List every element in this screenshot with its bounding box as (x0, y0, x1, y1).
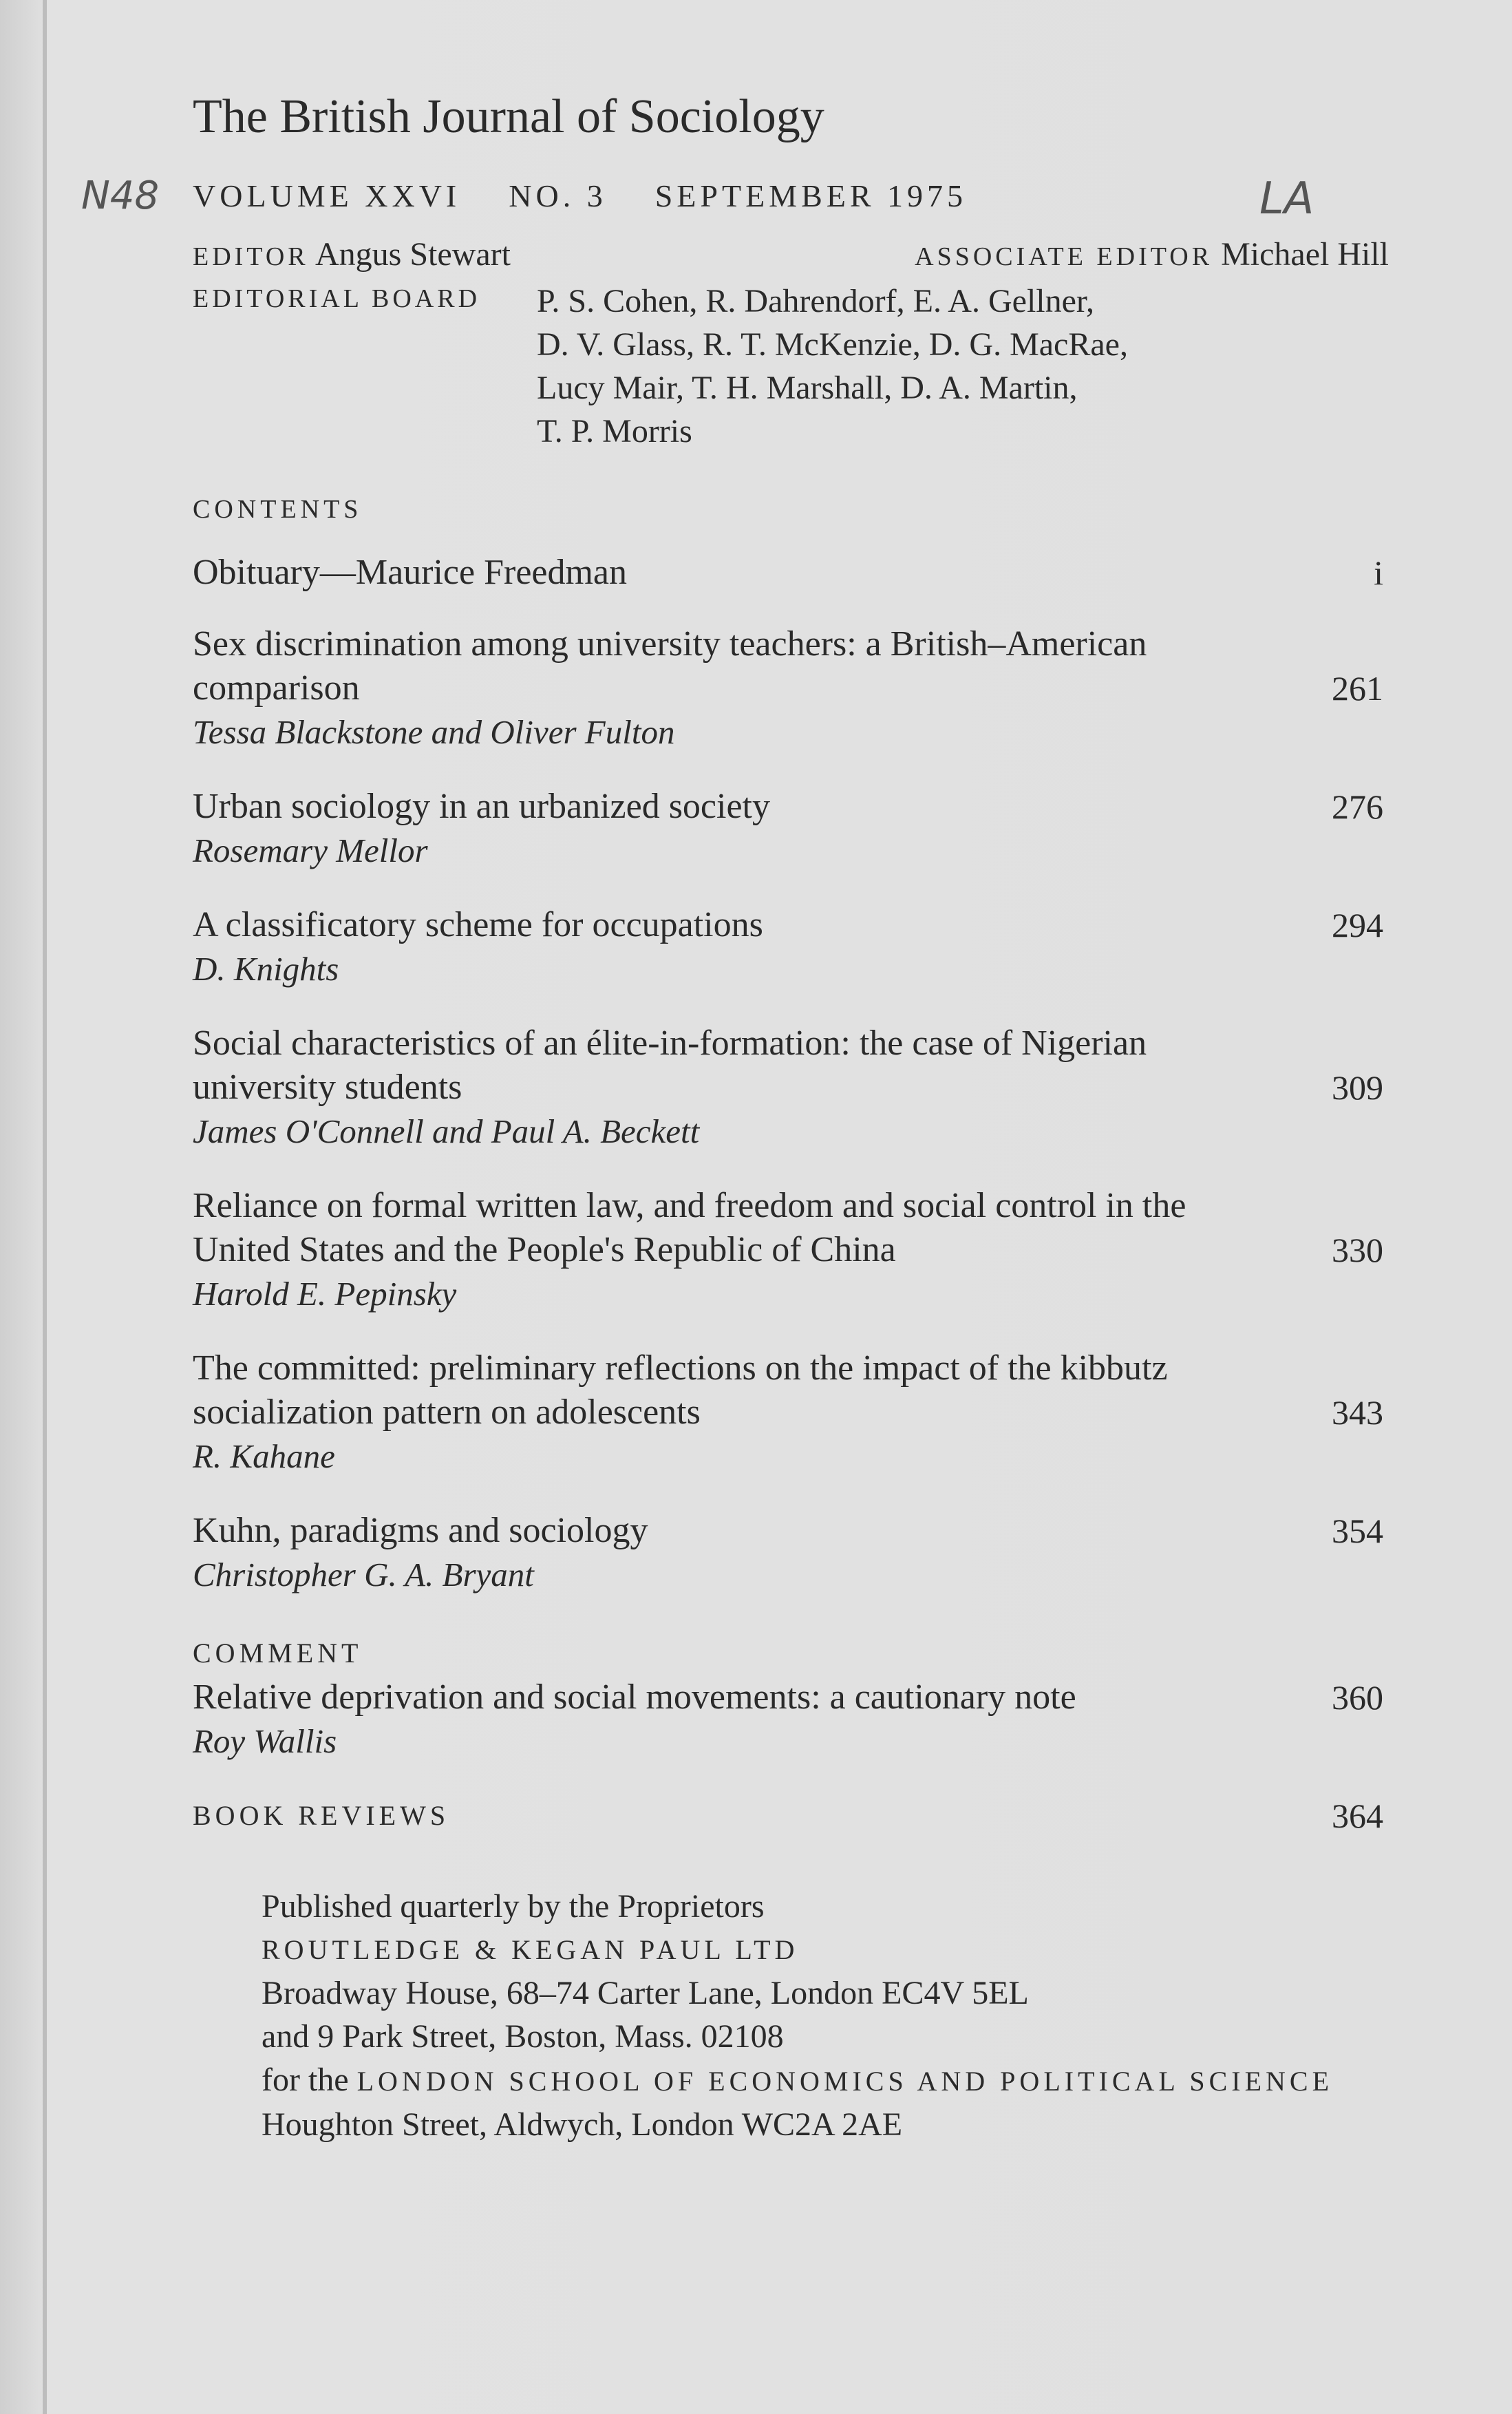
toc-entry-title: Social characteristics of an élite-in-formation: the case of Nigerian university students (193, 1024, 1147, 1107)
issue-line (193, 178, 1015, 214)
toc-entry-title: Reliance on formal written law, and freedom and social control in the United States and the People's Republic of China (193, 1186, 1186, 1269)
editor-name: Angus Stewart (315, 236, 511, 273)
board-line: D. V. Glass, R. T. McKenzie, D. G. MacRae, (537, 326, 1128, 363)
toc-entry (193, 1021, 1383, 1154)
journal-title: The British Journal of Sociology (193, 90, 824, 143)
toc-entry (193, 1184, 1383, 1316)
issue-number: NO. 3 (509, 178, 607, 213)
institution-address: Houghton Street, Aldwych, London WC2A 2AE (262, 2106, 903, 2143)
board-line: P. S. Cohen, R. Dahrendorf, E. A. Gellner, (537, 283, 1094, 319)
publisher-for-line (262, 2058, 1431, 2103)
toc-entry-author: Harold E. Pepinsky (193, 1275, 457, 1313)
volume-label: VOLUME XXVI (193, 178, 461, 213)
associate-editor-label: ASSOCIATE EDITOR (915, 242, 1213, 271)
toc-entry (193, 551, 1383, 595)
toc-entry-title: Sex discrimination among university teachers: a British–American comparison (193, 624, 1147, 708)
board-line: T. P. Morris (537, 413, 692, 449)
toc-entry-title: Urban sociology in an urbanized society (193, 787, 770, 826)
publisher-block (262, 1885, 1431, 2146)
comment-section-label: COMMENT (193, 1638, 363, 1669)
toc-entry (193, 622, 1383, 754)
toc-entry-author: R. Kahane (193, 1437, 335, 1475)
toc-entry-author: James O'Connell and Paul A. Beckett (193, 1112, 700, 1150)
book-reviews-page: 364 (1332, 1797, 1383, 1835)
toc-entry-page: i (1374, 553, 1383, 592)
toc-entry (193, 903, 1383, 991)
book-reviews-label: BOOK REVIEWS (193, 1800, 450, 1831)
toc-entry-title: Kuhn, paradigms and sociology (193, 1511, 648, 1550)
toc-entry (193, 1346, 1383, 1479)
toc-entry-author: Christopher G. A. Bryant (193, 1556, 534, 1594)
associate-editor-name: Michael Hill (1221, 236, 1389, 273)
toc-entry-title: A classificatory scheme for occupations (193, 905, 763, 944)
book-reviews-row (193, 1794, 1383, 1838)
toc-entry-page: 330 (1332, 1231, 1383, 1269)
editorial-board-names (537, 279, 1328, 453)
toc-entry-page: 309 (1332, 1068, 1383, 1107)
page-spine-edge (43, 0, 47, 2414)
associate-editor (915, 235, 1389, 273)
editors-line (193, 235, 1389, 273)
publisher-address-us: and 9 Park Street, Boston, Mass. 02108 (262, 2018, 784, 2055)
toc-entry-author: Rosemary Mellor (193, 832, 428, 869)
toc-entry-page: 294 (1332, 906, 1383, 944)
board-line: Lucy Mair, T. H. Marshall, D. A. Martin, (537, 370, 1078, 406)
table-of-contents (193, 551, 1383, 1838)
publisher-for-prefix: for the (262, 2062, 349, 2098)
toc-entry-author: D. Knights (193, 950, 339, 988)
comment-entry (193, 1675, 1383, 1764)
publisher-name: ROUTLEDGE & KEGAN PAUL LTD (262, 1934, 799, 1965)
comment-entry-author: Roy Wallis (193, 1722, 337, 1760)
publisher-institution: LONDON SCHOOL OF ECONOMICS AND POLITICAL SCIENCE (356, 2066, 1334, 2097)
toc-entry-title: The committed: preliminary reflections on the impact of the kibbutz socialization pattern on adolescents (193, 1348, 1168, 1432)
toc-entry-page: 276 (1332, 787, 1383, 826)
toc-entry-page: 261 (1332, 669, 1383, 708)
contents-heading: CONTENTS (193, 495, 363, 524)
issue-date: SEPTEMBER 1975 (654, 178, 968, 213)
toc-entry-title: Obituary—Maurice Freedman (193, 553, 628, 592)
toc-entry (193, 785, 1383, 873)
publisher-line: Published quarterly by the Proprietors (262, 1888, 765, 1925)
toc-entry-page: 354 (1332, 1512, 1383, 1550)
handwritten-note-right: LA (1259, 173, 1314, 224)
toc-entry-page: 343 (1332, 1393, 1383, 1432)
editor-label: EDITOR (193, 242, 309, 271)
publisher-address: Broadway House, 68–74 Carter Lane, London EC4V 5EL (262, 1975, 1029, 2011)
comment-entry-title: Relative deprivation and social movements: a cautionary note (193, 1677, 1076, 1717)
toc-entry-author: Tessa Blackstone and Oliver Fulton (193, 713, 675, 751)
handwritten-note-left: N48 (81, 173, 160, 218)
comment-entry-page: 360 (1332, 1678, 1383, 1717)
editorial-board-label: EDITORIAL BOARD (193, 284, 481, 313)
toc-entry (193, 1509, 1383, 1597)
